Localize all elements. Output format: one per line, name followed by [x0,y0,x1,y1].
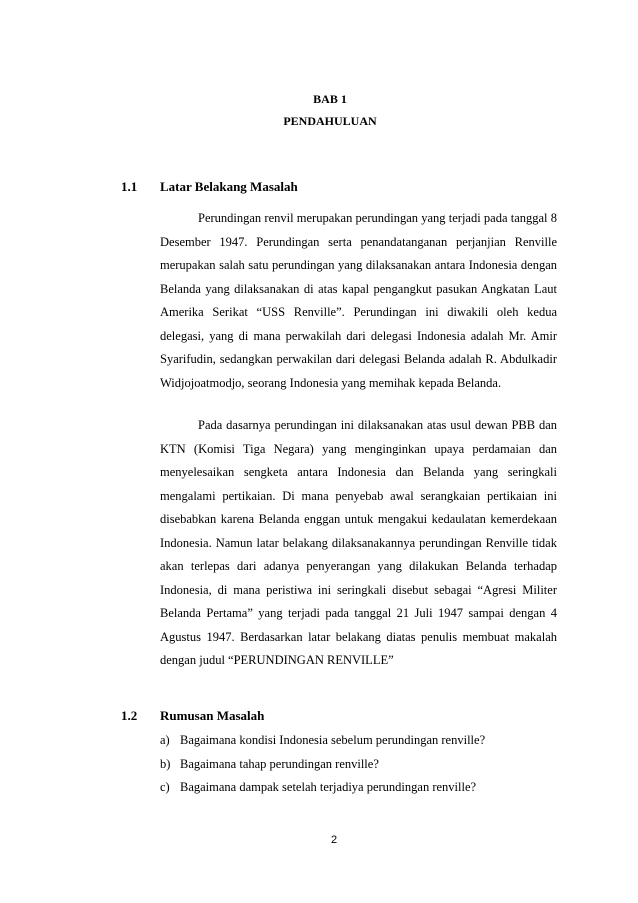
chapter-number: BAB 1 [313,92,347,106]
body-paragraph: Perundingan renvil merupakan perundingan yang terjadi pada tanggal 8 Desember 1947. Perundingan serta penandatanganan perjanjian Renville merupakan salah satu perundingan yang dilaksanakan antara Indonesia dengan Belanda yang dilaksanakan di atas kapal pengangkut pasukan Angkatan Laut Amerika Serikat “USS Renville”. Perundingan ini diwakili oleh kedua delegasi, yang di mana perwakilah dari delegasi Indonesia adalah Mr. Amir Syarifudin, sedangkan perwakilan dari delegasi Belanda adalah R. Abdulkadir Widjojoatmodjo, seorang Indonesia yang memihak kepada Belanda. [160,211,557,390]
list-item [160,729,580,753]
list-marker: c) [160,780,170,794]
body-paragraph: Pada dasarnya perundingan ini dilaksanakan atas usul dewan PBB dan KTN (Komisi Tiga Negara) yang menginginkan upaya perdamaian dan menyelesaikan sengketa antara Indonesia dan Belanda yang seringkali mengalami pertikaian. Di mana penyebab awal serangkaian pertikaian ini disebabkan karena Belanda enggan untuk mengakui kedaulatan kemerdekaan Indonesia. Namun latar belakang dilaksanakannya perundingan Renville tidak akan terlepas dari adanya penyerangan yang dilakukan Belanda terhadap Indonesia, di mana peristiwa ini seringkali disebut sebagai “Agresi Militer Belanda Pertama” yang terjadi pada tanggal 21 Juli 1947 sampai dengan 4 Agustus 1947. Berdasarkan latar belakang diatas penulis membuat makalah dengan judul “PERUNDINGAN RENVILLE” [160,418,557,667]
section-title: Rumusan Masalah [160,708,265,723]
section-title: Latar Belakang Masalah [160,179,298,194]
page-number: 2 [330,834,338,846]
list-item-text: Bagaimana tahap perundingan renville? [180,756,379,771]
list-item-text: Bagaimana dampak setelah terjadiya perundingan renville? [180,780,477,794]
list-marker: a) [160,733,170,747]
problem-list [160,729,580,800]
section-number: 1.2 [121,708,138,723]
chapter-title: PENDAHULUAN [283,114,377,128]
list-marker: b) [160,756,171,771]
list-item [160,776,580,800]
section-number: 1.1 [121,179,138,194]
list-item [160,753,580,777]
list-item-text: Bagaimana kondisi Indonesia sebelum perundingan renville? [180,733,486,747]
